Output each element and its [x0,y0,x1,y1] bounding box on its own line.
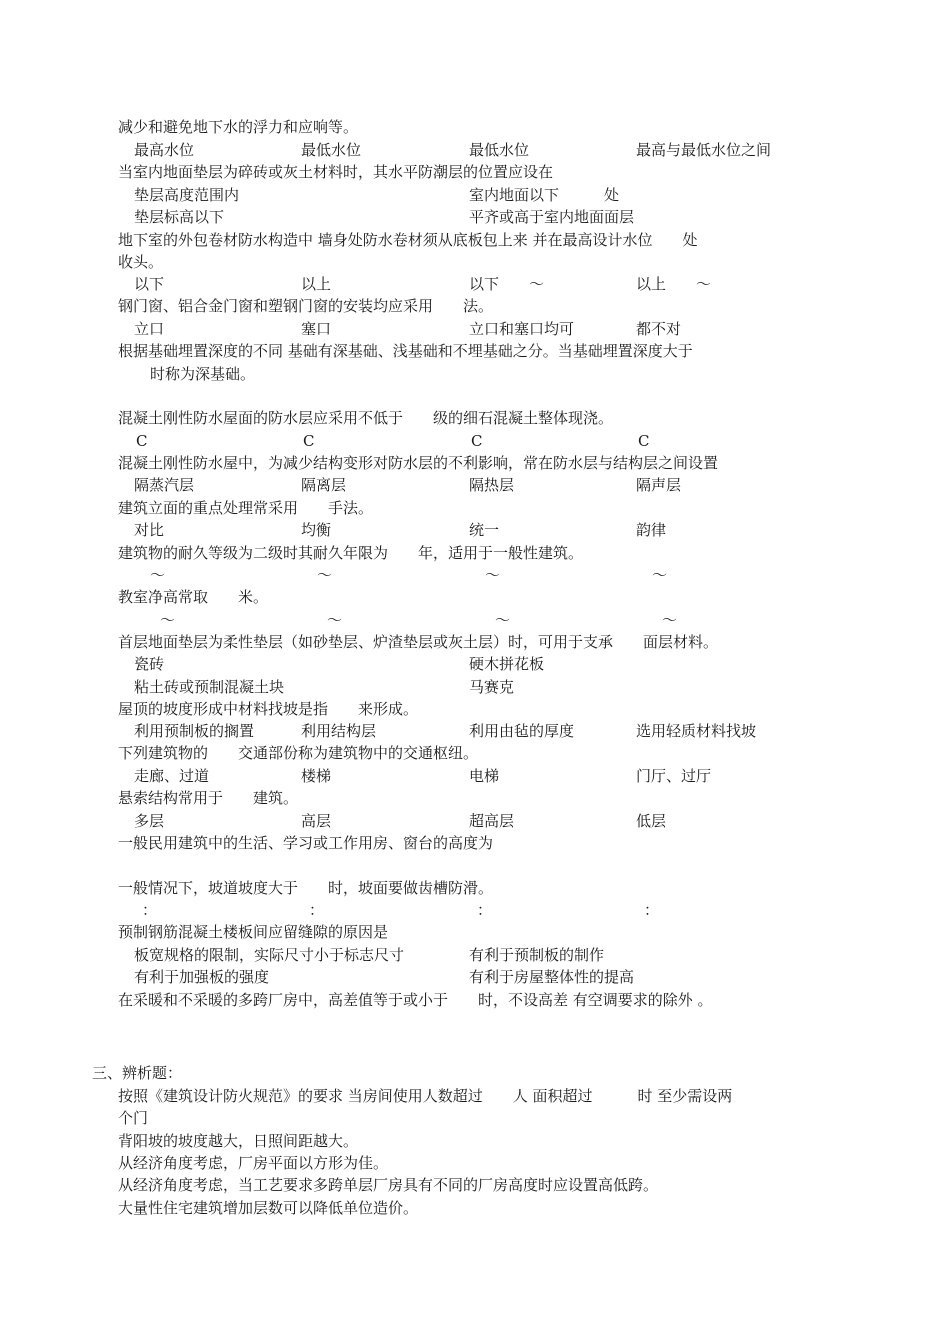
options-row [0,966,950,988]
option: 立口和塞口均可 [469,320,575,338]
option: 平齐或高于室内地面面层 [469,208,635,226]
option: 板宽规格的限制，实际尺寸小于标志尺寸 [134,946,405,964]
question-text: 混凝土刚性防水屋中，为减少结构变形对防水层的不利影响，常在防水层与结构层之间设置 [118,454,719,472]
option: 楼梯 [301,767,332,785]
question-text: 收头。 [118,253,164,271]
option: ～ [662,611,678,629]
question-text: 一般情况下，坡道坡度大于 时，坡面要做齿槽防滑。 [118,879,494,897]
option: 最低水位 [469,141,530,159]
options-row [0,944,950,966]
option: ： [142,901,158,919]
option: 利用结构层 [301,722,377,740]
option: 马赛克 [469,678,515,696]
option: ～ [495,611,511,629]
option: 隔声层 [636,476,682,494]
question-text: 屋顶的坡度形成中材料找坡是指 来形成。 [118,700,419,718]
option: ～ [652,566,668,584]
options-row [0,206,950,228]
option: ～ [327,611,343,629]
statement: 按照《建筑设计防火规范》的要求 当房间使用人数超过 人 面积超过 时 至少需设两 [118,1087,733,1105]
options-row [0,899,950,921]
question-text: 悬索结构常用于 建筑。 [118,789,299,807]
option: 低层 [636,812,667,830]
option: 以上 [301,275,332,293]
options-row [0,474,950,496]
options-row [0,765,950,787]
question-text: 混凝土刚性防水屋面的防水层应采用不低于 级的细石混凝土整体现浇。 [118,409,614,427]
option: 有利于预制板的制作 [469,946,605,964]
question-text: 钢门窗、铝合金门窗和塑钢门窗的安装均应采用 法。 [118,297,494,315]
option: 以上 ～ [636,275,712,293]
question-text: 在采暖和不采暖的多跨厂房中，高差值等于或小于 时，不设高差 有空调要求的除外 。 [118,991,713,1009]
options-row [0,609,950,631]
options-row [0,676,950,698]
question-text: 预制钢筋混凝土楼板间应留缝隙的原因是 [118,923,389,941]
option: 隔热层 [469,476,515,494]
option: 均衡 [301,521,332,539]
option: 硬木拼花板 [469,655,545,673]
option: C [638,432,650,450]
option: 粘土砖或预制混凝土块 [134,678,285,696]
question-text: 首层地面垫层为柔性垫层（如砂垫层、炉渣垫层或灰土层）时，可用于支承 面层材料。 [118,633,719,651]
question-text: 当室内地面垫层为碎砖或灰土材料时，其水平防潮层的位置应设在 [118,163,554,181]
option: 电梯 [469,767,500,785]
option: ～ [150,566,166,584]
options-row [0,318,950,340]
question-text: 教室净高常取 米。 [118,588,269,606]
options-row [0,273,950,295]
option: ： [309,901,325,919]
option: ～ [317,566,333,584]
option: 塞口 [301,320,332,338]
option: ： [644,901,660,919]
question-text: 一般民用建筑中的生活、学习或工作用房、窗台的高度为 [118,834,494,852]
options-row [0,519,950,541]
option: 隔蒸汽层 [134,476,195,494]
option: 垫层标高以下 [134,208,225,226]
option: 隔离层 [301,476,347,494]
statement: 从经济角度考虑，厂房平面以方形为佳。 [118,1154,389,1172]
option: C [471,432,483,450]
statement: 背阳坡的坡度越大，日照间距越大。 [118,1132,359,1150]
option: 有利于加强板的强度 [134,968,270,986]
section-title: 三、辨析题： [92,1064,183,1082]
option: 都不对 [636,320,682,338]
option: 最高水位 [134,141,195,159]
statement: 大量性住宅建筑增加层数可以降低单位造价。 [118,1199,419,1217]
statement: 个门 [118,1109,149,1127]
option: 最低水位 [301,141,362,159]
option: 选用轻质材料找坡 [636,722,757,740]
option: 统一 [469,521,500,539]
option: 门厅、过厅 [636,767,712,785]
text-line: 减少和避免地下水的浮力和应响等。 [118,118,359,136]
option: 有利于房屋整体性的提高 [469,968,635,986]
options-row [0,564,950,586]
question-text: 下列建筑物的 交通部份称为建筑物中的交通枢纽。 [118,744,479,762]
option: 瓷砖 [134,655,165,673]
option: 利用预制板的搁置 [134,722,255,740]
options-row [0,139,950,161]
option: C [136,432,148,450]
options-row [0,653,950,675]
option: 对比 [134,521,165,539]
question-text: 地下室的外包卷材防水构造中 墙身处防水卷材须从底板包上来 并在最高设计水位 处 [118,231,698,249]
option: 室内地面以下 处 [469,186,620,204]
statement: 从经济角度考虑，当工艺要求多跨单层厂房具有不同的厂房高度时应设置高低跨。 [118,1176,659,1194]
option: 高层 [301,812,332,830]
option: 垫层高度范围内 [134,186,240,204]
option: C [303,432,315,450]
option: 走廊、过道 [134,767,210,785]
options-row [0,184,950,206]
option: ： [477,901,493,919]
option: 以下 [134,275,165,293]
question-text: 建筑物的耐久等级为二级时其耐久年限为 年，适用于一般性建筑。 [118,544,584,562]
option: ～ [485,566,501,584]
option: 多层 [134,812,165,830]
option: ～ [160,611,176,629]
option: 超高层 [469,812,515,830]
option: 以下 ～ [469,275,545,293]
option: 韵律 [636,521,667,539]
options-row [0,720,950,742]
option: 立口 [134,320,165,338]
option: 利用由毡的厚度 [469,722,575,740]
question-text: 根据基础埋置深度的不同 基础有深基础、浅基础和不埋基础之分。当基础埋置深度大于 [118,342,693,360]
options-row [0,430,950,452]
options-row [0,810,950,832]
question-text: 时称为深基础。 [150,365,256,383]
question-text: 建筑立面的重点处理常采用 手法。 [118,499,374,517]
option: 最高与最低水位之间 [636,141,772,159]
